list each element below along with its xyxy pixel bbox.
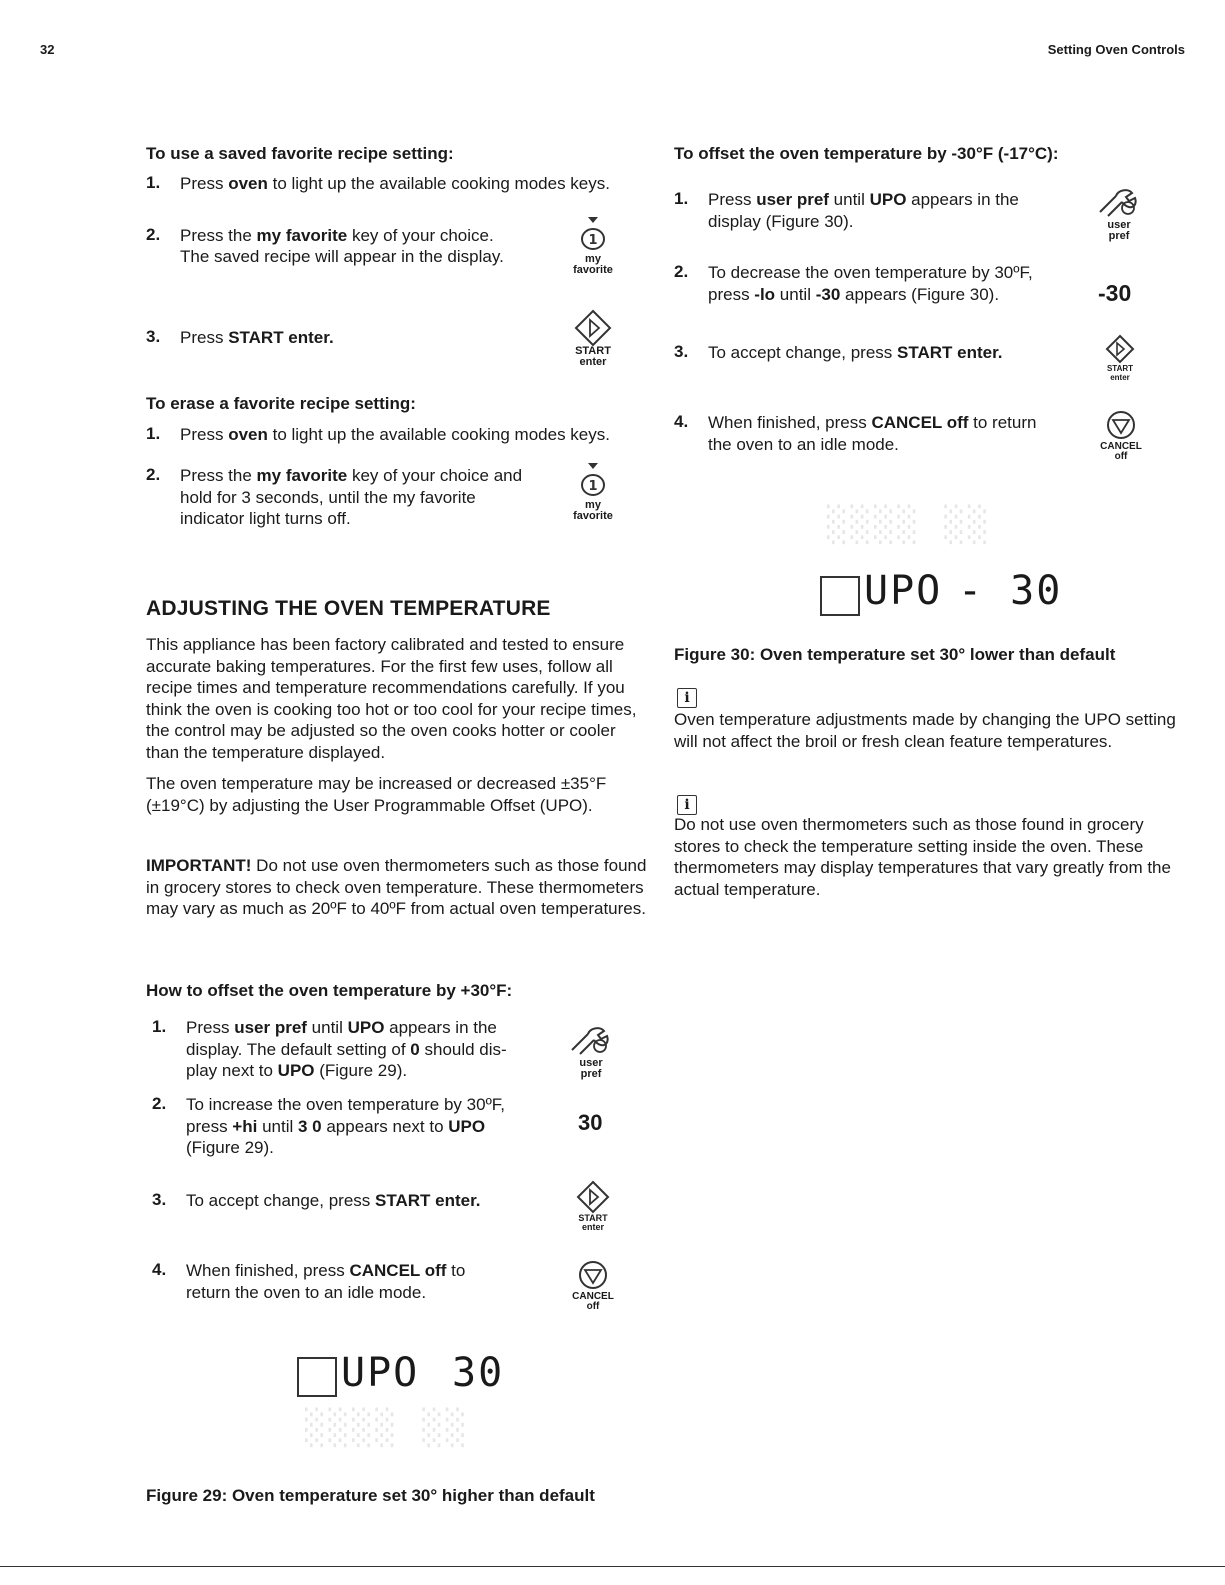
plus30-step-3: To accept change, press START enter. [186, 1191, 481, 1210]
info-icon: i [677, 688, 697, 708]
display-indicator-box [297, 1357, 337, 1397]
step-number: 1. [152, 1017, 167, 1036]
step-number: 2. [146, 465, 161, 484]
minus30-step-2: To decrease the oven temperature by 30ºF, press -lo until -30 appears (Figure 30). [708, 263, 1033, 304]
user-pref-key[interactable]: user pref [560, 1024, 622, 1080]
plus30-step-1: Press user pref until UPO appears in the display. The default setting of 0 should dis- play next to UPO (Figure 29). [186, 1018, 507, 1080]
minus30-heading: To offset the oven temperature by -30°F (-17°C): [674, 144, 1059, 163]
step-number: 4. [152, 1260, 167, 1279]
step-number: 2. [674, 262, 689, 281]
cancel-icon [1090, 408, 1152, 442]
page-number: 32 [40, 42, 55, 57]
unlit-display-segments: ░░░░ ░░ [305, 1408, 470, 1448]
step-number: 1. [146, 424, 161, 443]
user-pref-key[interactable]: user pref [1088, 186, 1150, 242]
value-display: 30 [578, 1110, 603, 1135]
note-upo-broil: Oven temperature adjustments made by changing the UPO setting will not affect the broil or fresh clean feature temperatures. [674, 710, 1176, 751]
use-fav-step-2: Press the my favorite key of your choice. The saved recipe will appear in the display. [180, 226, 504, 266]
upo-range-paragraph: The oven temperature may be increased or decreased ±35°F (±19°C) by adjusting the User Programmable Offset (UPO). [146, 774, 607, 815]
step-number: 3. [674, 342, 689, 361]
start-enter-key[interactable]: START enter [1089, 334, 1151, 382]
section-title: Setting Oven Controls [1047, 42, 1185, 57]
use-fav-step-1: Press oven to light up the available cooking modes keys. [180, 174, 610, 193]
svg-text:1: 1 [588, 233, 598, 248]
plus30-step-4: When finished, press CANCEL off to return the oven to an idle mode. [186, 1261, 466, 1302]
upo-display-text: UPO [864, 568, 943, 614]
plus30-heading: How to offset the oven temperature by +30°F: [146, 981, 513, 1000]
figure-29-caption: Figure 29: Oven temperature set 30° higher than default [146, 1486, 595, 1505]
calibration-paragraph: This appliance has been factory calibrated and tested to ensure accurate baking temperatures. For the first few uses, follow all recipe times and temperature recommendations carefully. If you think the oven is cooking too hot or too cool for your recipe times, the control may be adjusted so the oven cooks hotter or cooler than the temperature displayed. [146, 635, 637, 762]
start-icon [562, 308, 624, 346]
note-thermometers: Do not use oven thermometers such as those found in grocery stores to check the temperature setting inside the oven. These thermometers may display temperatures that vary greatly from the actual temperature. [674, 815, 1171, 899]
step-number: 3. [152, 1190, 167, 1209]
minus30-step-3: To accept change, press START enter. [708, 343, 1003, 362]
upo-value-display: 30 [452, 1350, 505, 1396]
my-favorite-key[interactable]: 1 my favorite [562, 214, 624, 276]
start-icon [562, 1180, 624, 1214]
step-number: 2. [152, 1094, 167, 1113]
figure-30-caption: Figure 30: Oven temperature set 30° lower than default [674, 645, 1116, 664]
use-fav-step-3: Press START enter. [180, 328, 334, 347]
important-paragraph: IMPORTANT! Do not use oven thermometers such as those found in grocery stores to check oven temperature. These thermometers may vary as much as 20ºF to 40ºF from actual oven temperatures. [146, 856, 647, 919]
plus30-step-2: To increase the oven temperature by 30ºF, press +hi until 3 0 appears next to UPO (Figure 29). [186, 1095, 505, 1157]
start-enter-key[interactable]: START enter [562, 1180, 624, 1232]
step-number: 1. [146, 173, 161, 192]
value-display: -30 [1098, 280, 1132, 306]
my-favorite-icon [562, 460, 624, 500]
erase-favorite-heading: To erase a favorite recipe setting: [146, 394, 416, 413]
wrench-icon [1088, 186, 1150, 220]
cancel-icon [562, 1258, 624, 1292]
minus30-step-1: Press user pref until UPO appears in the display (Figure 30). [708, 190, 1019, 231]
upo-display-text: UPO [341, 1350, 420, 1396]
my-favorite-icon [562, 214, 624, 254]
erase-fav-step-2: Press the my favorite key of your choice and hold for 3 seconds, until the my favorite indicator light turns off. [180, 466, 523, 528]
cancel-off-key[interactable]: CANCEL off [562, 1258, 624, 1312]
cancel-off-key[interactable]: CANCEL off [1090, 408, 1152, 462]
svg-text:1: 1 [588, 479, 598, 494]
start-enter-key[interactable]: START enter [562, 308, 624, 368]
minus30-step-4: When finished, press CANCEL off to return the oven to an idle mode. [708, 413, 1037, 454]
use-favorite-heading: To use a saved favorite recipe setting: [146, 144, 454, 163]
upo-value-display: - 30 [958, 568, 1063, 614]
unlit-display-segments: ░░░░ ░░ [827, 505, 992, 545]
my-favorite-key[interactable]: 1 my favorite [562, 460, 624, 522]
erase-fav-step-1: Press oven to light up the available cooking modes keys. [180, 425, 610, 444]
display-indicator-box [820, 576, 860, 616]
start-icon [1089, 334, 1151, 364]
section-heading: ADJUSTING THE OVEN TEMPERATURE [146, 597, 551, 620]
info-icon: i [677, 795, 697, 815]
page-bottom-rule [0, 1566, 1225, 1567]
step-number: 1. [674, 189, 689, 208]
step-number: 3. [146, 327, 161, 346]
step-number: 4. [674, 412, 689, 431]
wrench-icon [560, 1024, 622, 1058]
step-number: 2. [146, 225, 161, 244]
